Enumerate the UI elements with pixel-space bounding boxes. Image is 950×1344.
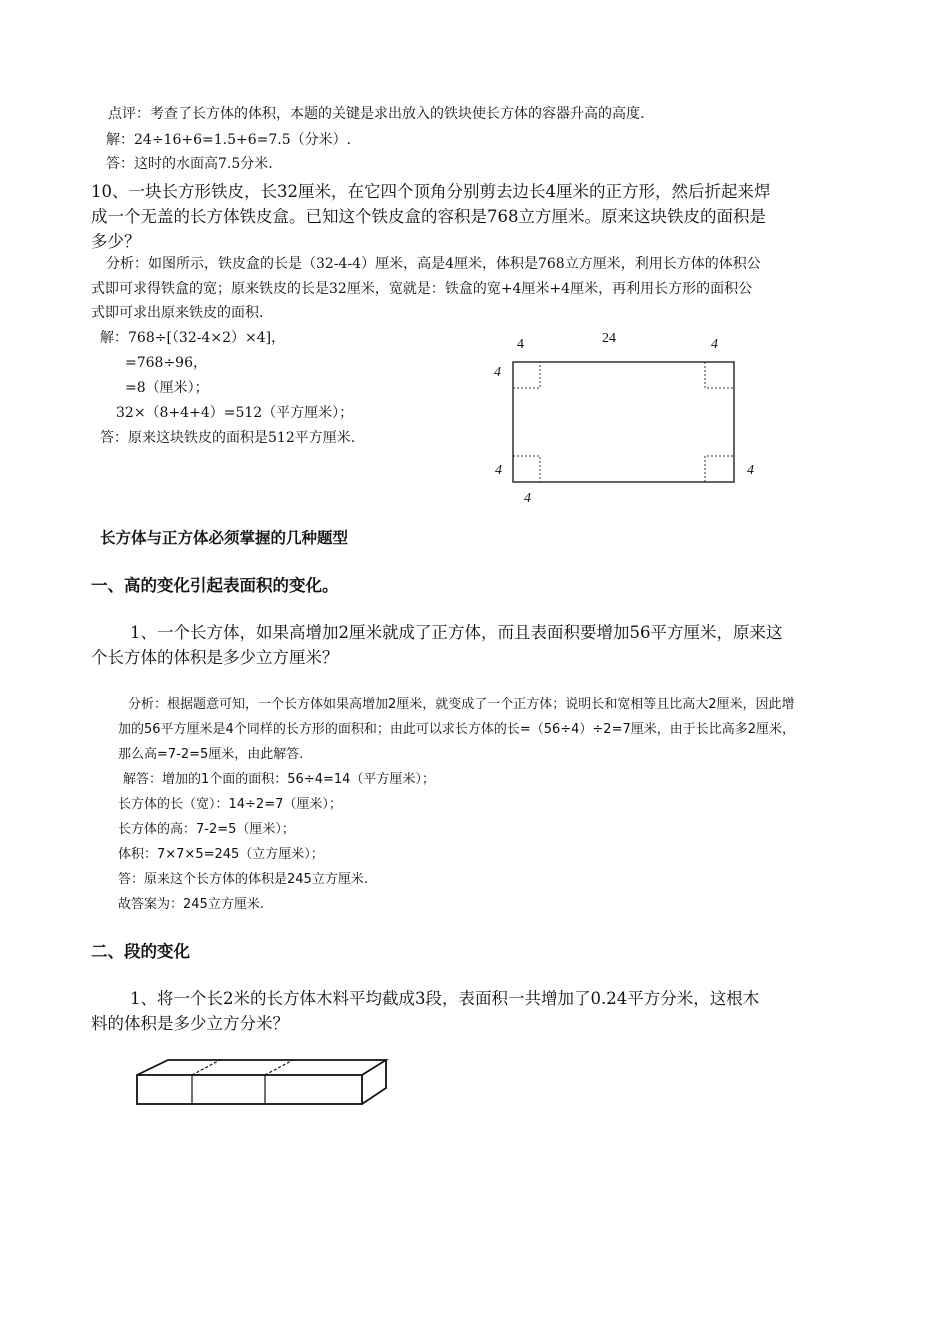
- part1-solution-line-1: 解答：增加的1个面的面积：56÷4=14（平方厘米）；: [123, 772, 435, 787]
- label-bottom: 4: [524, 491, 531, 506]
- label-left-upper: 4: [494, 365, 501, 380]
- q10-text-line-2: 成一个无盖的长方体铁皮盒。已知这个铁皮盒的容积是768立方厘米。原来这块铁皮的面积是: [91, 207, 766, 226]
- label-top-length: 24: [602, 331, 616, 346]
- label-top-right: 4: [711, 337, 718, 352]
- label-top-left: 4: [517, 337, 524, 352]
- cut-line-1-top: [192, 1060, 220, 1075]
- solution-line: 解：24÷16+6=1.5+6=7.5（分米）.: [106, 132, 352, 148]
- q10-analysis-line-3: 式即可求出原来铁皮的面积.: [91, 305, 264, 321]
- label-left-lower: 4: [495, 463, 502, 478]
- sheet-diagram: [485, 325, 775, 515]
- sheet-outline: [513, 362, 734, 482]
- corner-cut-top-left: [513, 362, 540, 388]
- answer-line: 答：这时的水面高7.5分米.: [106, 156, 273, 172]
- q10-solution-line-3: =8（厘米）；: [125, 380, 209, 396]
- part1-solution-line-2: 长方体的长（宽）：14÷2=7（厘米）；: [118, 797, 342, 812]
- part1-analysis-line-1: 分析：根据题意可知，一个长方体如果高增加2厘米，就变成了一个正方体；说明长和宽相等且比高大2厘米，因此增: [128, 697, 795, 712]
- q10-solution-line-2: =768÷96，: [125, 355, 207, 371]
- label-right-lower: 4: [747, 463, 754, 478]
- corner-cut-top-right: [705, 362, 734, 388]
- timber-top-face: [137, 1060, 386, 1075]
- q10-answer-line: 答：原来这块铁皮的面积是512平方厘米.: [100, 430, 356, 446]
- cut-line-2-top: [265, 1060, 293, 1075]
- part1-analysis-line-2: 加的56平方厘米是4个同样的长方形的面积和；由此可以求长方体的长=（56÷4）÷2=7厘米，由于长比高多2厘米，: [118, 722, 796, 737]
- q10-text-line-3: 多少？: [91, 232, 141, 251]
- part1-solution-line-3: 长方体的高：7-2=5（厘米）；: [118, 822, 295, 837]
- part1-question-line-2: 个长方体的体积是多少立方厘米？: [91, 648, 339, 667]
- part1-analysis-line-3: 那么高=7-2=5厘米，由此解答.: [118, 747, 304, 762]
- part1-answer-line: 答：原来这个长方体的体积是245立方厘米.: [118, 872, 368, 887]
- part1-solution-line-4: 体积：7×7×5=245（立方厘米）；: [118, 847, 324, 862]
- corner-cut-bottom-left: [513, 456, 540, 482]
- q10-solution-line-1: 解：768÷[（32-4×2）×4]，: [100, 330, 286, 346]
- q10-solution-line-4: 32×（8+4+4）=512（平方厘米）；: [116, 405, 354, 421]
- page-title: 长方体与正方体必须掌握的几种题型: [100, 529, 349, 547]
- q10-analysis-line-2: 式即可求得铁盒的宽；原来铁皮的长是32厘米，宽就是：铁盒的宽+4厘米+4厘米，再利用长方形的面积公: [91, 281, 753, 297]
- part1-heading: 一、高的变化引起表面积的变化。: [91, 576, 339, 595]
- q10-text-line-1: 10、一块长方形铁皮，长32厘米，在它四个顶角分别剪去边长4厘米的正方形，然后折起来焊: [91, 182, 771, 201]
- part2-question-line-1: 1、将一个长2米的长方体木料平均截成3段，表面积一共增加了0.24平方分米，这根木: [130, 989, 760, 1008]
- sheet-diagram-svg: [485, 325, 775, 515]
- comment-line: 点评：考查了长方体的体积，本题的关键是求出放入的铁块使长方体的容器升高的高度.: [108, 106, 645, 122]
- corner-cut-bottom-right: [705, 456, 734, 482]
- part2-question-line-2: 料的体积是多少立方分米？: [91, 1014, 289, 1033]
- timber-front-face: [137, 1075, 362, 1104]
- part1-question-line-1: 1、一个长方体，如果高增加2厘米就成了正方体，而且表面积要增加56平方厘米，原来这: [130, 623, 783, 642]
- q10-analysis-line-1: 分析：如图所示，铁皮盒的长是（32-4-4）厘米，高是4厘米，体积是768立方厘米，利用长方体的体积公: [106, 256, 761, 272]
- part2-heading: 二、段的变化: [91, 942, 190, 961]
- timber-diagram: [130, 1052, 395, 1112]
- timber-diagram-svg: [130, 1052, 395, 1112]
- part1-final-answer: 故答案为：245立方厘米.: [118, 897, 264, 912]
